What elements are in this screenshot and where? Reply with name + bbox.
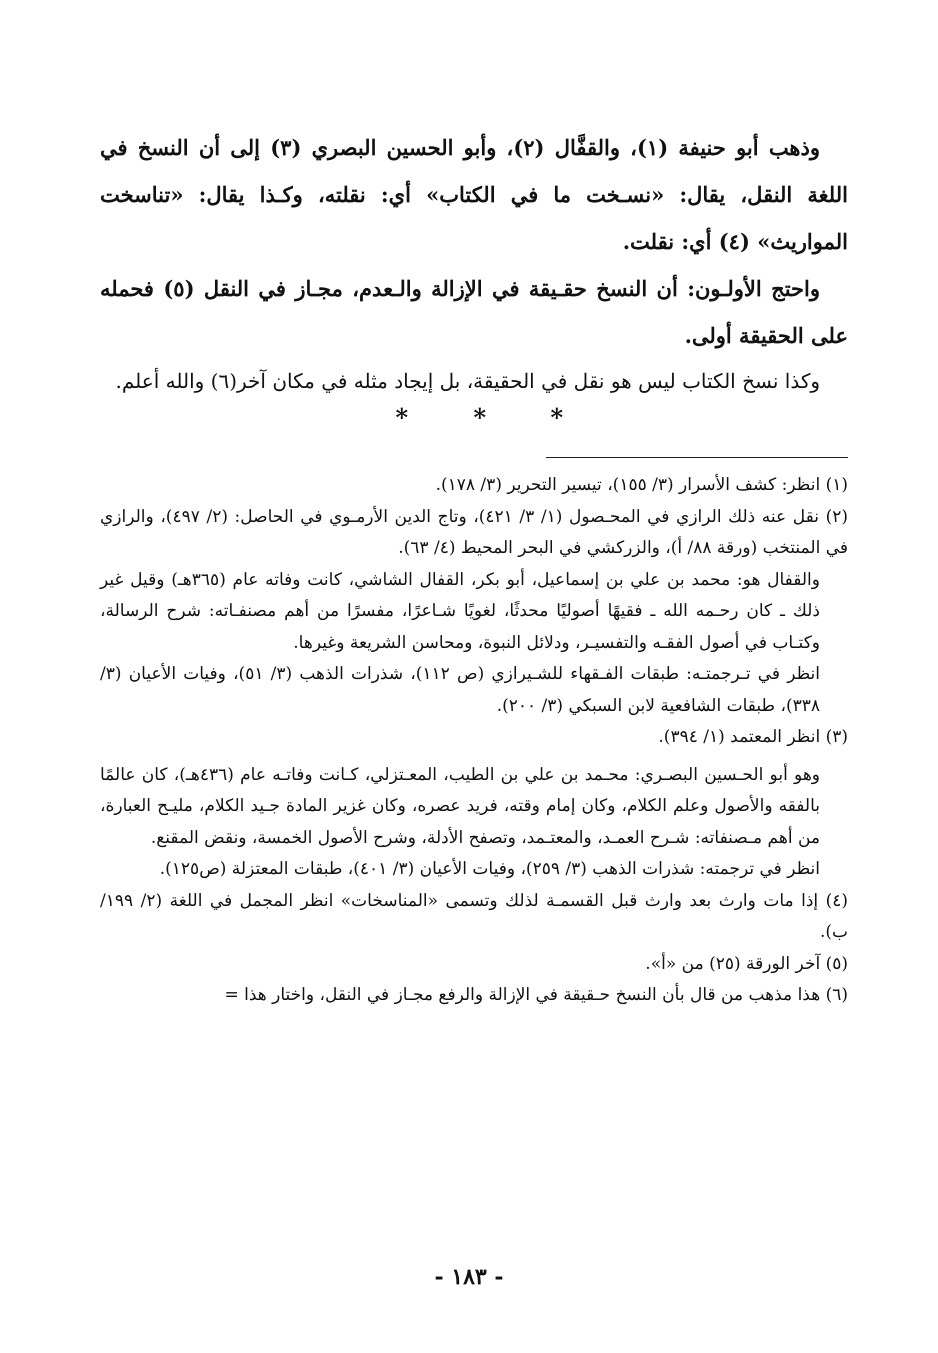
main-text xyxy=(100,124,848,403)
section-separator xyxy=(100,403,848,443)
page-number: - ١٨٣ - xyxy=(434,1264,504,1290)
footnote-2-bio: والقفال هو: محمد بن علي بن إسماعيل، أبو بكر، القفال الشاشي، كانت وفاته عام (٣٦٥هـ) وقيل غير ذلك ـ كان رحـمه الله ـ فقيهًا أصوليًا محدثًا، لغويًا شـاعرًا، مفسرًا من أهم مصنفـاته: شرح الرسالة، وكتـاب في أصول الفقـه والتفسيـر، ودلائل النبوة، ومحاسن الشريعة وغيرها. xyxy=(100,569,820,653)
footnote-3-bio: وهو أبو الحـسين البصـري: محـمد بن علي بن الطيب، المعـتزلي، كـانت وفاتـه عام (٤٣٦هـ)، كان عالمًا بالفقه والأصول وعلم الكلام، وكان إمام وقته، فريد عصره، وكان غزير المادة جـيد الكلام، مليـح العبارة، من أهم مـصنفاته: شـرح العمـد، والمعتـمد، وتصفح الأدلة، وشرح الأصول الخمسة، ونقض المقنع. xyxy=(100,764,821,848)
footnote-divider xyxy=(546,457,848,458)
footnote-4: (٤) إذا مات وارث بعد وارث قبل القسمـة لذلك وتسمى «المناسخات» انظر المجمل في اللغة (٢/ ١٩٩/ ب). xyxy=(100,890,848,942)
separator-star-2: * xyxy=(473,403,486,432)
page-body xyxy=(100,124,848,1012)
separator-star-3: * xyxy=(395,403,408,432)
footnote-2: (٢) نقل عنه ذلك الرازي في المحـصول (١/ ٣/ ٤٢١)، وتاج الدين الأرمـوي في الحاصل: (٢/ ٤٩٧)، والرازي في المنتخب (ورقة ٨٨/ أ)، والزركشي في البحر المحيط (٤/ ٦٣). xyxy=(100,506,848,558)
main-paragraph-3: وكذا نسخ الكتاب ليس هو نقل في الحقيقة، بل إيجاد مثله في مكان آخر(٦) والله أعلم. xyxy=(115,369,820,393)
footnote-3-sources: انظر في ترجمته: شذرات الذهب (٣/ ٢٥٩)، وفيات الأعيان (٣/ ٤٠١)، طبقات المعتزلة (ص١٢٥). xyxy=(159,859,820,879)
separator-star-1: * xyxy=(550,403,563,432)
footnotes xyxy=(100,470,848,1012)
main-paragraph-2: واحتج الأولـون: أن النسخ حقـيقة في الإزالة والـعدم، مجـاز في النقل (٥) فحمله على الحقيقة أولى. xyxy=(100,276,848,348)
footnote-2-sources: انظر في تـرجمتـه: طبقات الفـقهاء للشـيرازي (ص ١١٢)، شذرات الذهب (٣/ ٥١)، وفيات الأعيان (٣/ ٣٣٨)، طبقات الشافعية لابن السبكي (٣/ ٢٠٠). xyxy=(100,664,820,716)
footnote-6: (٦) هذا مذهب من قال بأن النسخ حـقيقة في الإزالة والرفع مجـاز في النقل، واختار هذا = xyxy=(224,985,848,1005)
footnote-3: (٣) انظر المعتمد (١/ ٣٩٤). xyxy=(658,727,848,747)
main-paragraph-1: وذهب أبو حنيفة (١)، والقفَّال (٢)، وأبو الحسين البصري (٣) إلى أن النسخ في اللغة النقل، يقال: «نسـخت ما في الكتاب» أي: نقلته، وكـذا يقال: «تناسخت المواريث» (٤) أي: نقلت. xyxy=(100,135,848,254)
footnote-5: (٥) آخر الورقة (٢٥) من «أ». xyxy=(645,953,848,974)
footnote-1: (١) انظر: كشف الأسرار (٣/ ١٥٥)، تيسير التحرير (٣/ ١٧٨). xyxy=(435,475,848,495)
